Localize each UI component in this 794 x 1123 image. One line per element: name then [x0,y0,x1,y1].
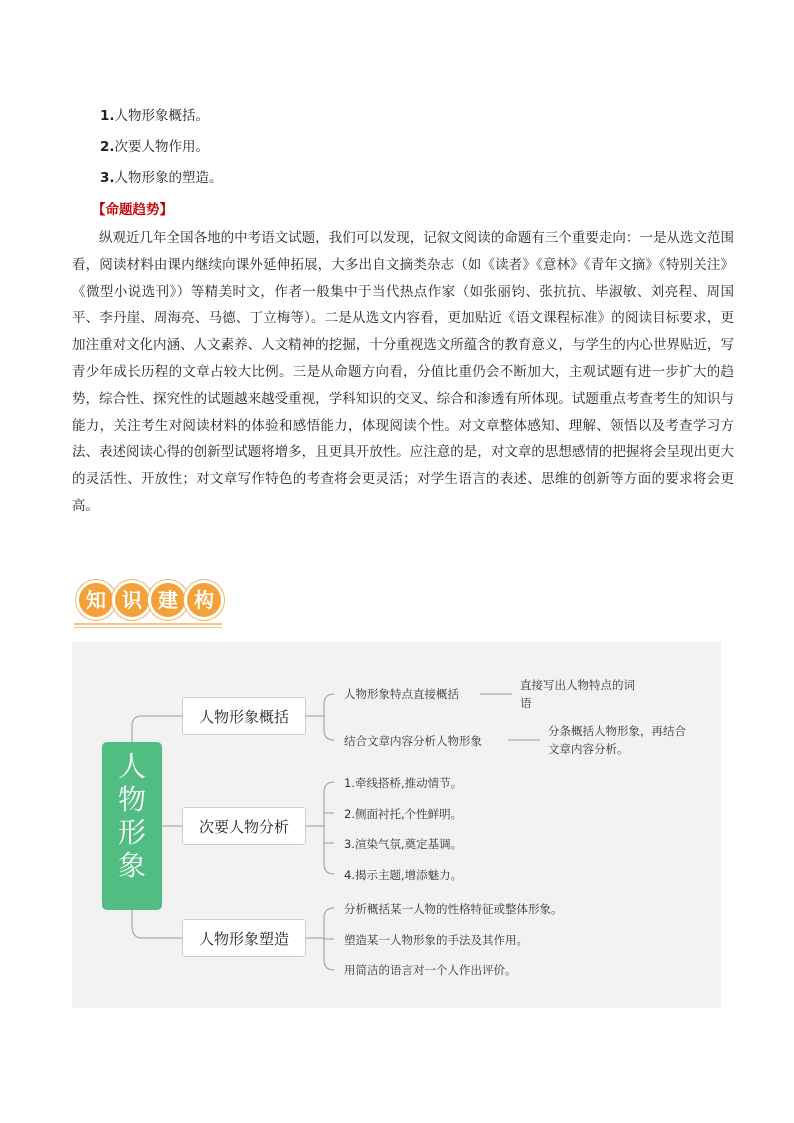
leaf-item: 2.侧面衬托,个性鲜明。 [344,807,463,821]
list-item-3 [100,166,223,186]
root-char: 形 [117,816,146,849]
leaf-item: 塑造某一人物形象的手法及其作用。 [344,933,528,947]
section-title-trend: 【命题趋势】 [92,202,173,218]
banner-underline [74,627,222,628]
leaf-item: 4.揭示主题,增添魅力。 [344,868,463,882]
banner-char: 知 [76,580,116,620]
leaf-item: 分析概括某一人物的性格特征或整体形象。 [344,902,563,916]
banner-underline [74,623,222,625]
trend-paragraph: 纵观近几年全国各地的中考语文试题，我们可以发现，记叙文阅读的命题有三个重要走向：一是从选文范围看，阅读材料由课内继续向课外延伸拓展，大多出自文摘类杂志（如《读者》《意林》《青年文摘》《特别关注》《微型小说选刊》）等精美时文，作者一般集中于当代热点作家（如张丽钧、张抗抗、毕淑敏、刘亮程、周国平、李丹崖、周海亮、马德、丁立梅等）。二是从选文内容看，更加贴近《语文课程标准》的阅读目标要求，更加注重对文化内涵、人文素养、人文精神的挖掘，十分重视选文所蕴含的教育意义，与学生的内心世界贴近，写青少年成长历程的文章占较大比例。三是从命题方向看，分值比重仍会不断加大，主观试题有进一步扩大的趋势，综合性、探究性的试题越来越受重视，学科知识的交叉、综合和渗透有所体现。试题重点考查考生的知识与能力，关注考生对阅读材料的体验和感悟能力，体现阅读个性。对文章整体感知、理解、领悟以及考查学习方法、表述阅读心得的创新型试题将增多，且更具开放性。应注意的是，对文章的思想感情的把握将会呈现出更大的灵活性、开放性；对文章写作特色的考查将会更灵活；对学生语言的表述、思维的创新等方面的要求将会更高。 [72,230,734,514]
list-text: 人物形象概括。 [114,108,210,124]
banner-char: 识 [112,580,152,620]
root-char: 人 [117,750,146,783]
list-text: 次要人物作用。 [114,139,210,155]
leaf-item: 1.牵线搭桥,推动情节。 [344,776,463,790]
leaf-item: 用简洁的语言对一个人作出评价。 [344,963,517,977]
banner-char: 构 [184,580,224,620]
mind-map-root [102,742,162,910]
banner-char: 建 [148,580,188,620]
leaf-item: 结合文章内容分析人物形象 [344,734,482,748]
list-number: 2. [100,139,115,155]
leaf-item: 人物形象特点直接概括 [344,687,459,701]
root-char: 象 [117,849,146,882]
list-text: 人物形象的塑造。 [114,170,223,186]
mind-map [72,642,721,1008]
list-number: 1. [100,108,115,124]
leaf-item: 3.渲染气氛,奠定基调。 [344,837,463,851]
list-item-2 [100,135,209,155]
list-number: 3. [100,170,115,186]
branch-character-summary: 人物形象概括 [182,697,306,735]
section-banner [74,580,224,626]
root-char: 物 [117,783,146,816]
branch-character-shaping: 人物形象塑造 [182,919,306,957]
list-item-1 [100,104,209,124]
leaf-detail: 直接写出人物特点的词语 [520,678,635,710]
leaf-detail: 分条概括人物形象，再结合文章内容分析。 [548,724,686,756]
branch-secondary-character: 次要人物分析 [182,807,306,845]
